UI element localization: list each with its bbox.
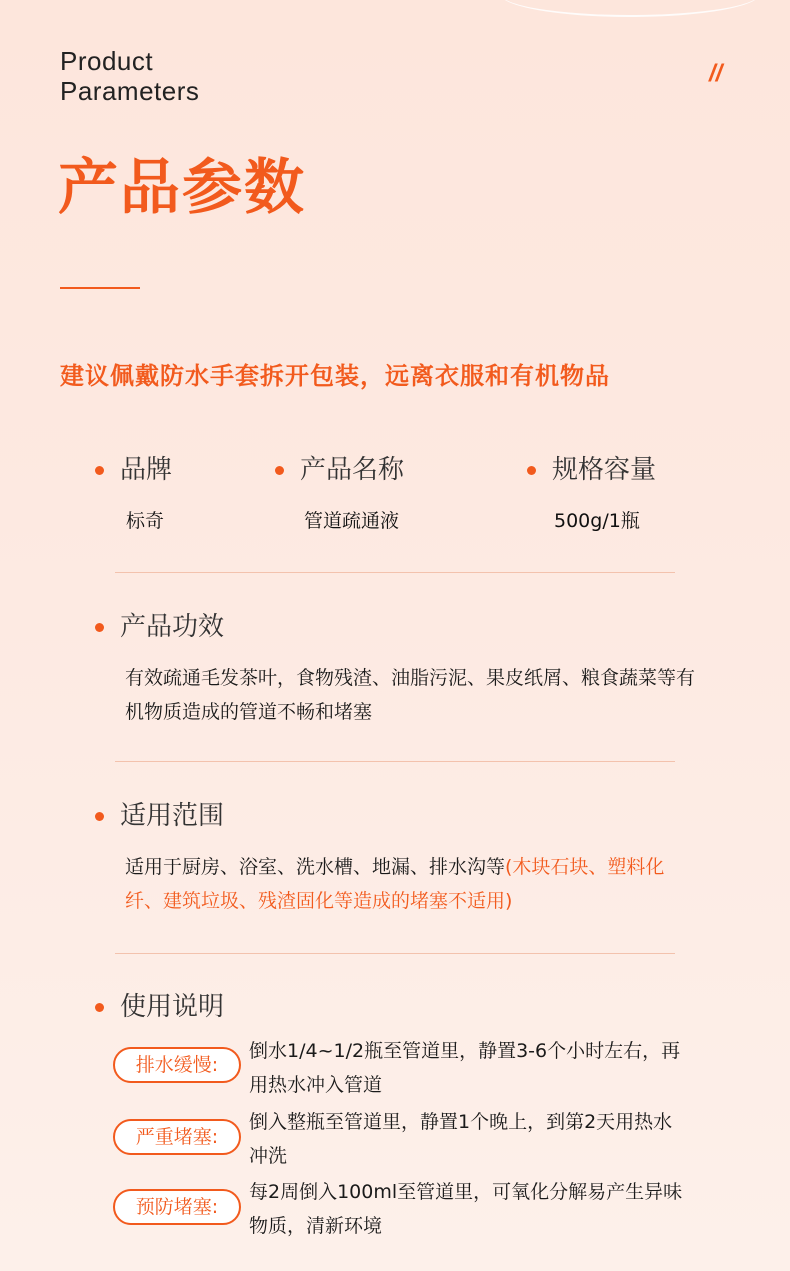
divider bbox=[115, 761, 675, 762]
safety-advice: 建议佩戴防水手套拆开包装，远离衣服和有机物品 bbox=[60, 362, 610, 390]
bullet-dot-icon bbox=[275, 466, 284, 475]
usage-tag-prevention: 预防堵塞: bbox=[113, 1189, 241, 1225]
usage-heading: 使用说明 bbox=[95, 991, 224, 1023]
english-title-line1: Product bbox=[60, 46, 154, 76]
decorative-curve bbox=[500, 0, 760, 17]
scope-main-text: 适用于厨房、浴室、洗水槽、地漏、排水沟等 bbox=[125, 856, 506, 878]
usage-tag-severe-clog: 严重堵塞: bbox=[113, 1119, 241, 1155]
scope-heading: 适用范围 bbox=[95, 800, 224, 832]
scope-text bbox=[125, 850, 695, 918]
param-name-value: 管道疏通液 bbox=[304, 510, 400, 532]
bullet-dot-icon bbox=[95, 466, 104, 475]
usage-step-prevention: 每2周倒入100ml至管道里，可氧化分解易产生异味物质，清新环境 bbox=[249, 1181, 683, 1237]
divider bbox=[115, 572, 675, 573]
param-capacity-label: 规格容量 bbox=[527, 454, 656, 486]
usage-tag-slow-drain: 排水缓慢: bbox=[113, 1047, 241, 1083]
param-name-label: 产品名称 bbox=[275, 454, 404, 486]
usage-step-severe-clog: 倒入整瓶至管道里，静置1个晚上，到第2天用热水冲洗 bbox=[249, 1111, 673, 1167]
divider bbox=[115, 953, 675, 954]
slash-decoration: // bbox=[709, 60, 723, 87]
param-brand-label: 品牌 bbox=[95, 454, 172, 486]
param-capacity-value: 500g/1瓶 bbox=[554, 510, 640, 532]
page-title: 产品参数 bbox=[58, 153, 306, 223]
scope-exclusion-note: (木块石块、塑料化纤、建筑垃圾、残渣固化等造成的堵塞不适用) bbox=[125, 856, 665, 912]
bullet-dot-icon bbox=[527, 466, 536, 475]
efficacy-text: 有效疏通毛发茶叶，食物残渣、油脂污泥、果皮纸屑、粮食蔬菜等有机物质造成的管道不畅和堵塞 bbox=[125, 667, 696, 723]
bullet-dot-icon bbox=[95, 1003, 104, 1012]
param-brand-value: 标奇 bbox=[126, 510, 165, 532]
efficacy-heading: 产品功效 bbox=[95, 611, 224, 643]
title-underline bbox=[60, 287, 140, 289]
bullet-dot-icon bbox=[95, 812, 104, 821]
bullet-dot-icon bbox=[95, 623, 104, 632]
english-title bbox=[60, 46, 199, 106]
usage-step-slow-drain: 倒水1/4~1/2瓶至管道里，静置3-6个小时左右，再用热水冲入管道 bbox=[249, 1040, 681, 1096]
english-title-line2: Parameters bbox=[60, 76, 200, 106]
